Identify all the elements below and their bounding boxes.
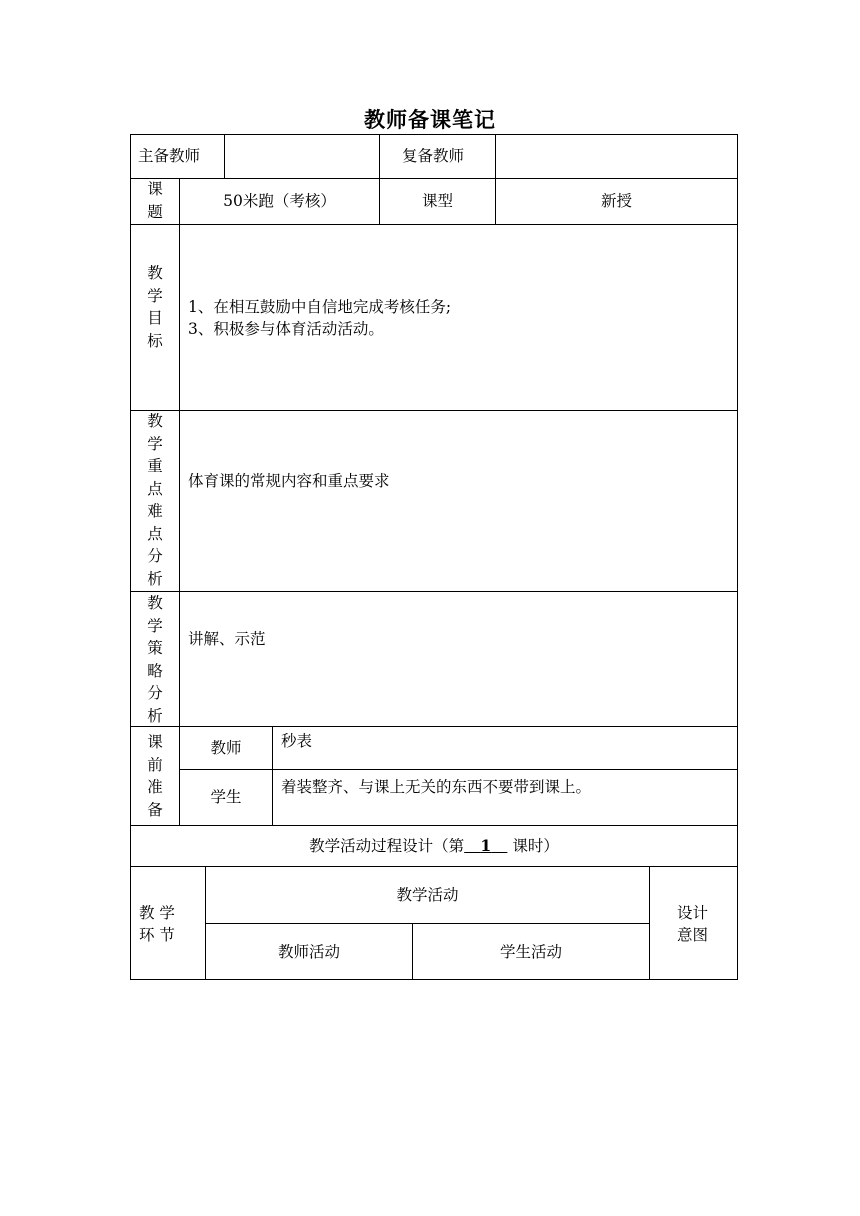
strategy-label: 教 学 策 略 分 析 bbox=[147, 594, 163, 725]
prep-teacher-label: 教师 bbox=[210, 739, 242, 757]
teacher-activity-label: 教师活动 bbox=[277, 943, 340, 961]
key-points-label: 教 学 重 点 难 点 分 析 bbox=[147, 412, 163, 588]
lead-teacher-label: 主备教师 bbox=[138, 147, 201, 165]
process-heading: 教学活动过程设计（第 1 课时） bbox=[309, 836, 559, 855]
topic-label: 课 题 bbox=[147, 180, 163, 221]
page-title: 教师备课笔记 bbox=[364, 108, 496, 132]
prep-student-value: 着装整齐、与课上无关的东西不要带到课上。 bbox=[281, 778, 592, 796]
topic-value: 50米跑（考核） bbox=[223, 192, 336, 210]
stage-label: 教 学 环 节 bbox=[139, 904, 175, 944]
strategy-text: 讲解、示范 bbox=[188, 630, 266, 648]
lesson-type-label: 课型 bbox=[421, 192, 453, 210]
design-intent-label: 设计 意图 bbox=[677, 904, 709, 944]
backup-teacher-label: 复备教师 bbox=[402, 147, 465, 165]
lesson-number: 1 bbox=[480, 836, 492, 855]
prep-student-label: 学生 bbox=[210, 788, 242, 806]
objectives-label: 教 学 目 标 bbox=[147, 264, 163, 350]
activities-label: 教学活动 bbox=[396, 886, 459, 904]
lesson-type-value: 新授 bbox=[600, 192, 632, 210]
student-activity-label: 学生活动 bbox=[499, 943, 562, 961]
prep-teacher-value: 秒表 bbox=[281, 732, 313, 750]
prep-label: 课 前 准 备 bbox=[147, 733, 163, 819]
objective-line: 1、在相互鼓励中自信地完成考核任务; bbox=[188, 298, 452, 316]
objective-line: 3、积极参与体育活动活动。 bbox=[188, 320, 384, 338]
key-points-text: 体育课的常规内容和重点要求 bbox=[188, 472, 390, 490]
